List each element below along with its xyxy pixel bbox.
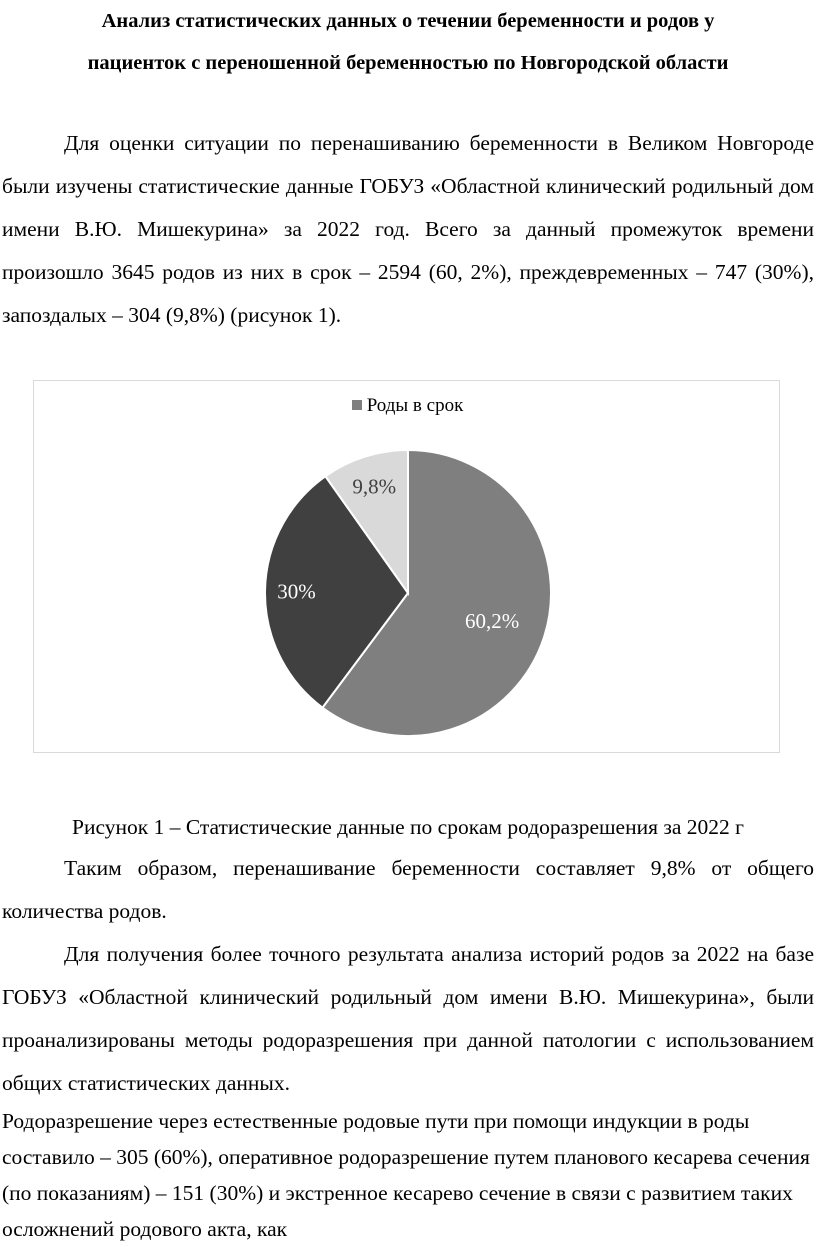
paragraph-conclusion: Таким образом, перенашивание беременности составляет 9,8% от общего количества родов. xyxy=(2,856,814,923)
paragraph-methods: Для получения более точного результата анализа историй родов за 2022 на базе ГОБУЗ «Областной клинический родильный дом имени В.Ю. Мишекурина», были проанализированы методы родоразрешения при данной патологии с использованием общих статистических данных. xyxy=(2,942,814,1095)
pie-chart xyxy=(33,380,780,753)
title-line-2: пациенток с переношенной беременностью по Новгородской области xyxy=(87,52,729,74)
paragraph-intro: Для оценки ситуации по перенашиванию беременности в Великом Новгороде были изучены статистические данные ГОБУЗ «Областной клинический родильный дом имени В.Ю. Мишекурина» за 2022 год. Всего за данный промежуток времени произошло 3645 родов из них в срок – 2594 (60, 2%), преждевременных – 747 (30%), запоздалых – 304 (9,8%) (рисунок 1). xyxy=(2,131,814,327)
pie-label-2: 9,8% xyxy=(352,474,397,499)
paragraph-delivery: Родоразрешение через естественные родовые пути при помощи индукции в роды составило – 305 (60%), оперативное родоразрешение путем планового кесарева сечения (по показаниям) – 151 (30%) и экстренное кесарево сечение в связи с развитием таких осложнений родового акта, как xyxy=(2,1109,810,1241)
legend-label: Роды в срок xyxy=(366,395,464,416)
pie-label-0: 60,2% xyxy=(465,608,520,633)
title-line-1: Анализ статистических данных о течении беременности и родов у xyxy=(101,10,715,32)
figure-caption: Рисунок 1 – Статистические данные по срокам родоразрешения за 2022 г xyxy=(72,815,744,839)
pie-svg xyxy=(34,381,781,754)
pie-label-1: 30% xyxy=(277,579,316,604)
document-title xyxy=(0,0,816,84)
